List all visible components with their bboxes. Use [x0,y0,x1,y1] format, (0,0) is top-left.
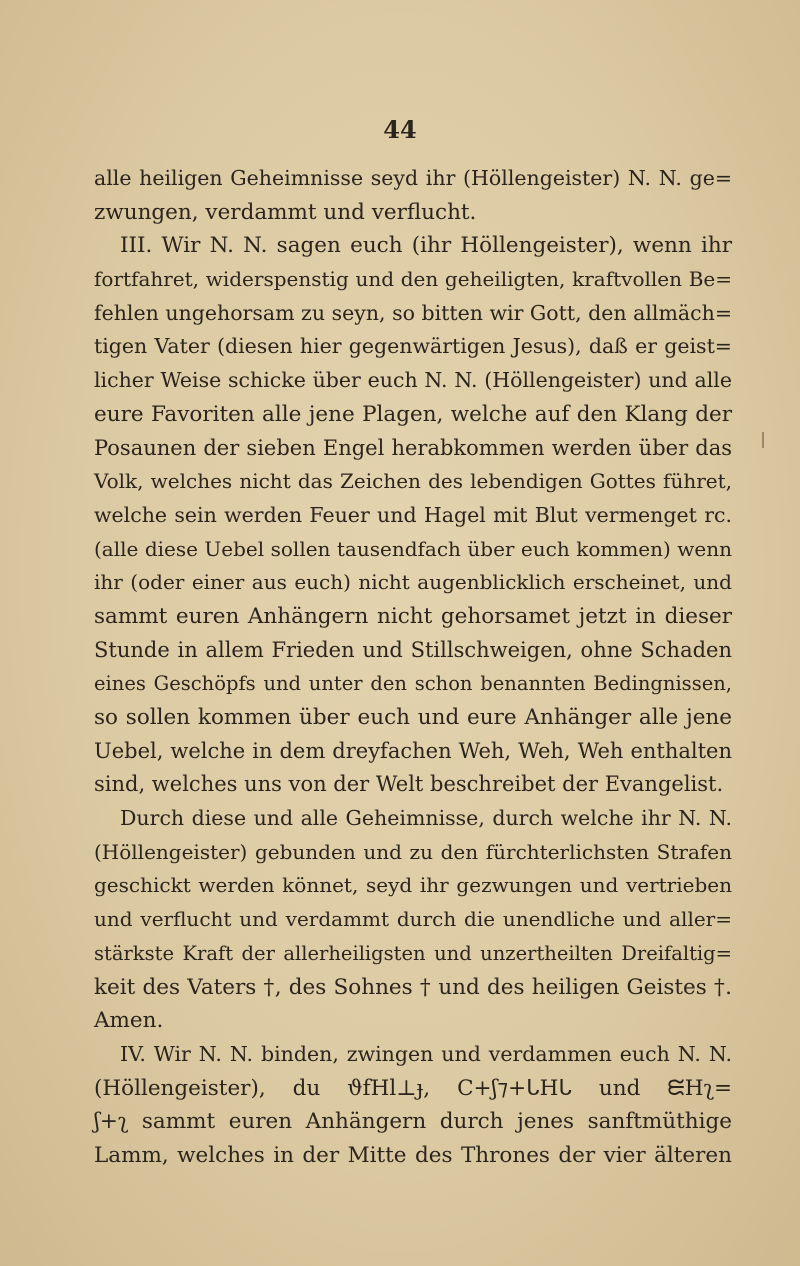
text-line: eure Favoriten alle jene Plagen, welche auf den Klang der [94,401,732,427]
text-line: alle heiligen Geheimnisse seyd ihr (Höllengeister) N. N. ge= [94,166,732,190]
page-body-text [94,162,732,1173]
text-line: zwungen, verdammt und verflucht. [94,199,477,225]
text-line: fortfahret, widerspenstig und den geheiligten, kraftvollen Be= [94,267,732,292]
section-heading-line: IV. Wir N. N. binden, zwingen und verdammen euch N. N. [120,1041,732,1066]
text-line: keit des Vaters †, des Sohnes † und des heiligen Geistes †. [94,974,732,1000]
text-line: ihr (oder einer aus euch) nicht augenblicklich erscheinet, und [94,570,732,595]
sigil-line: ʃ+ʅ sammt euren Anhängern durch jenes sanftmüthige [94,1109,732,1135]
text-line: geschickt werden könnet, seyd ihr gezwungen und vertrieben [94,873,732,898]
text-line: welche sein werden Feuer und Hagel mit Blut vermenget rc. [94,502,732,527]
sigil-line: (Höllengeister), du ϑfHⅼ⊥ɟ, Ϲ+ʃ⁊+ᒐHᒐ und ᙓHʅ= [94,1075,732,1101]
text-line: Lamm, welches in der Mitte des Thrones der vier älteren [94,1142,732,1168]
page-number: 44 [383,115,417,144]
text-line: eines Geschöpfs und unter den schon benannten Bedingnissen, [94,672,732,696]
text-line: (Höllengeister) gebunden und zu den fürchterlichsten Strafen [94,839,732,864]
text-line: sammt euren Anhängern nicht gehorsamet jetzt in dieser [94,603,732,629]
text-line: Amen. [94,1008,164,1034]
text-line: Volk, welches nicht das Zeichen des lebendigen Gottes führet, [94,469,732,494]
text-line: sind, welches uns von der Welt beschreibet der Evangelist. [94,772,724,797]
text-line: Stunde in allem Frieden und Stillschweigen, ohne Schaden [94,637,732,662]
text-line: licher Weise schicke über euch N. N. (Höllengeister) und alle [94,368,732,393]
text-line: und verflucht und verdammt durch die unendliche und aller= [94,907,732,932]
text-line: fehlen ungehorsam zu seyn, so bitten wir Gott, den allmäch= [94,300,732,325]
section-heading-line: III. Wir N. N. sagen euch (ihr Höllengeister), wenn ihr [120,233,732,259]
text-line: stärkste Kraft der allerheiligsten und unzertheilten Dreifaltig= [94,941,732,965]
text-line: (alle diese Uebel sollen tausendfach über euch kommen) wenn [94,536,732,561]
text-line: tigen Vater (diesen hier gegenwärtigen Jesus), daß er geist= [94,334,732,359]
text-line: Posaunen der sieben Engel herabkommen werden über das [94,435,732,460]
text-line: Uebel, welche in dem dreyfachen Weh, Weh, Weh enthalten [94,738,732,763]
margin-mark [762,432,764,448]
text-line: so sollen kommen über euch und eure Anhänger alle jene [94,705,732,730]
text-line: Durch diese und alle Geheimnisse, durch welche ihr N. N. [120,806,732,831]
